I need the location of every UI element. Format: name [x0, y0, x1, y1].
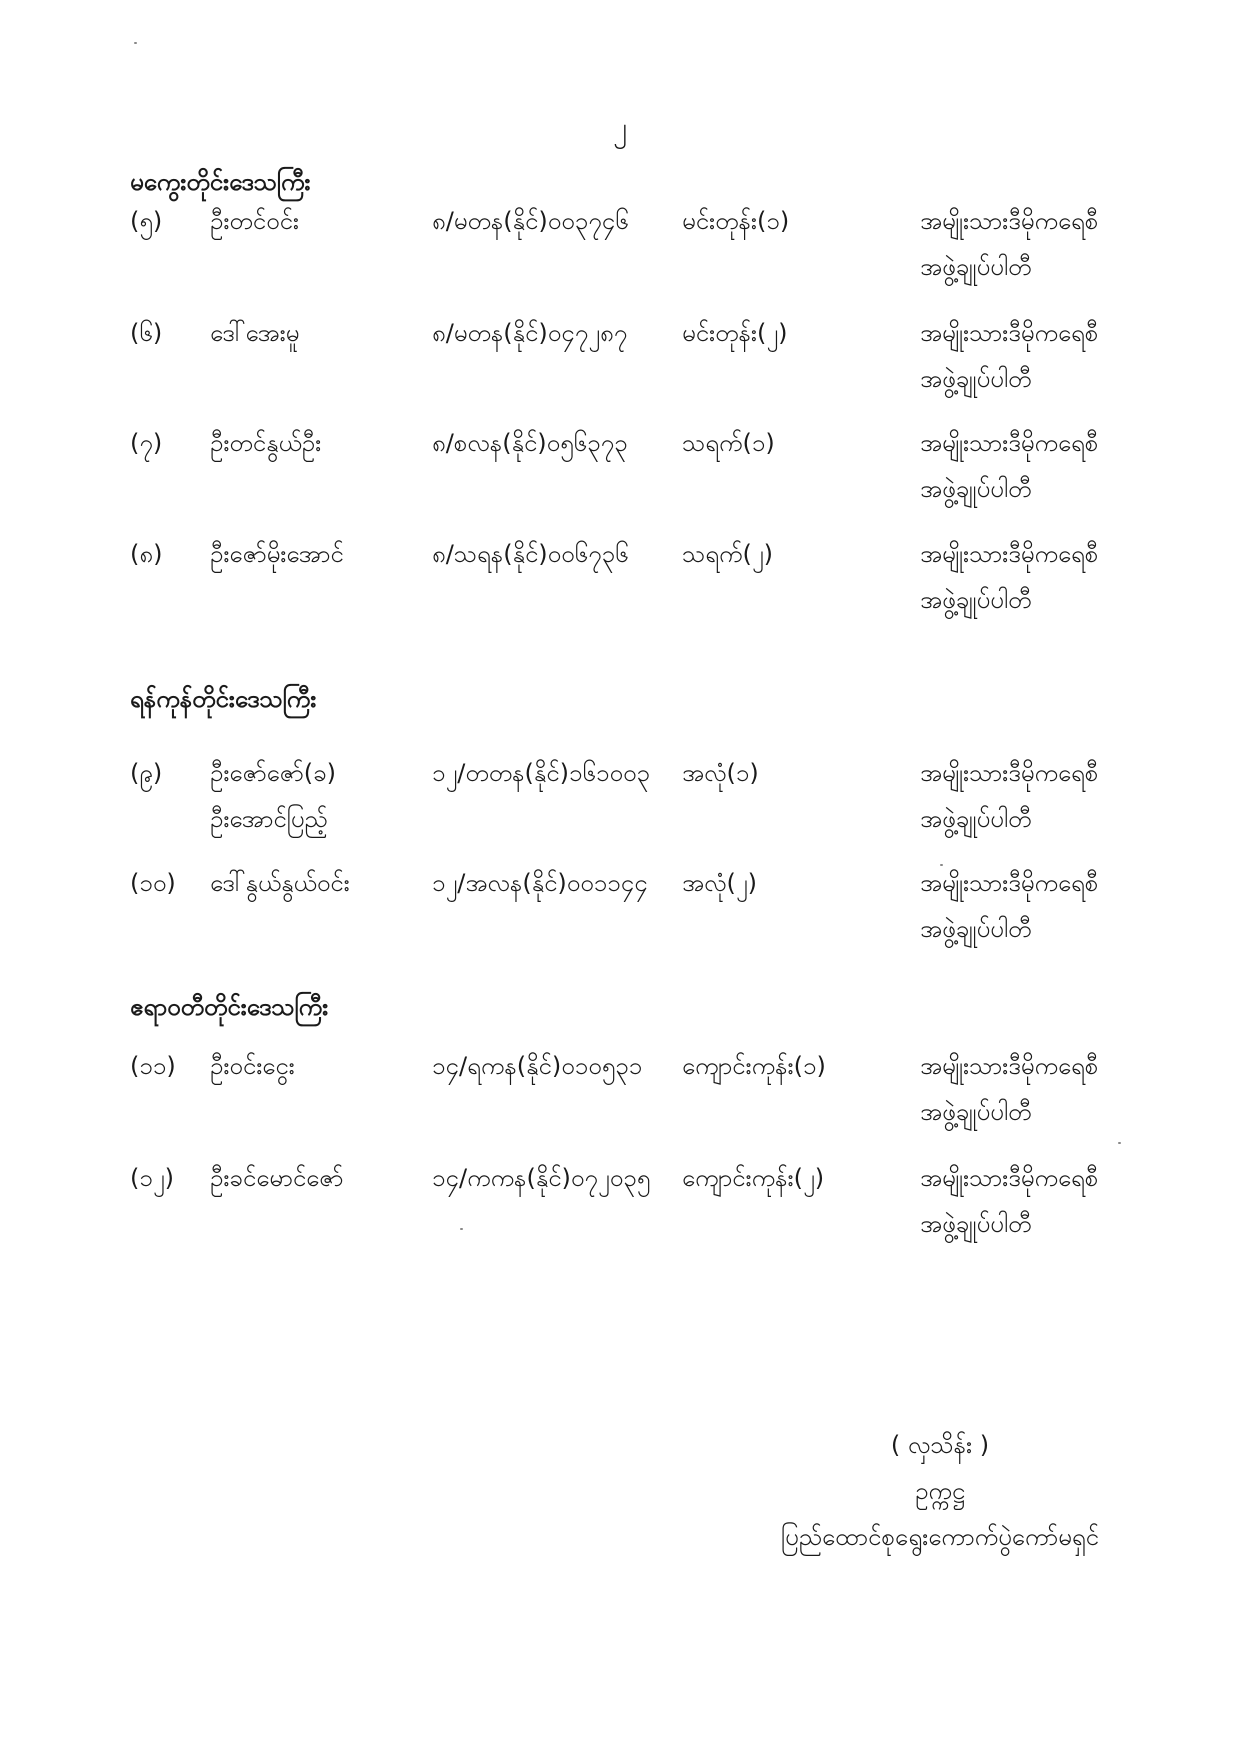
constituency: အလုံ(၁) — [682, 759, 759, 787]
party-line-2: အဖွဲ့ချုပ်ပါတီ — [920, 475, 1032, 503]
constituency: သရက်(၁) — [682, 429, 775, 457]
nrc-number: ၈/မတန(နိုင်)၀၄၇၂၈၇ — [432, 319, 628, 347]
nrc-number: ၈/မတန(နိုင်)၀၀၃၇၄၆ — [432, 207, 629, 235]
row-number: (၈) — [130, 540, 163, 568]
row-number: (၁၁) — [130, 1052, 176, 1080]
constituency: သရက်(၂) — [682, 540, 773, 568]
candidate-name: ဦးခင်မောင်ဇော် — [210, 1164, 344, 1192]
party-line-2: အဖွဲ့ချုပ်ပါတီ — [920, 586, 1032, 614]
candidate-name: ဦးဇော်မိုးအောင် — [210, 540, 344, 568]
candidate-name-alias: ဦးအောင်ပြည့် — [210, 805, 328, 833]
table-row — [0, 198, 1240, 294]
nrc-number: ၁၄/ကကန(နိုင်)၀၇၂၀၃၅ — [432, 1164, 651, 1192]
section-title-ayeyarwady: ဧရာဝတီတိုင်းဒေသကြီး — [130, 993, 329, 1021]
candidate-name: ဦးဇော်ဇော်(ခ) — [210, 759, 336, 787]
scan-speck — [134, 42, 137, 44]
candidate-name: ဦးတင်နွယ်ဦး — [210, 429, 322, 457]
signatory-title: ဥက္ကဋ္ဌ — [915, 1477, 965, 1505]
signatory-organization: ပြည်ထောင်စုရွေးကောက်ပွဲကော်မရှင် — [781, 1523, 1099, 1551]
signatory-name: ( လှသိန်း ) — [890, 1431, 990, 1459]
signature-block — [730, 1422, 1150, 1560]
constituency: ကျောင်းကုန်း(၂) — [682, 1164, 825, 1192]
row-number: (၇) — [130, 429, 163, 457]
candidate-name: ဒေါ်နွယ်နွယ်ဝင်း — [210, 869, 350, 897]
nrc-number: ၈/သရန(နိုင်)၀၀၆၇၃၆ — [432, 540, 629, 568]
nrc-number: ၈/စလန(နိုင်)၀၅၆၃၇၃ — [432, 429, 628, 457]
constituency: အလုံ(၂) — [682, 869, 758, 897]
constituency: မင်းတုန်း(၁) — [682, 207, 790, 235]
table-row — [0, 1155, 1240, 1251]
party-line-1: အမျိုးသားဒီမိုကရေစီ — [920, 540, 1099, 568]
row-number: (၆) — [130, 319, 163, 347]
scan-speck — [460, 1228, 463, 1230]
candidate-name: ဒေါ်အေးမူ — [210, 319, 300, 347]
scan-speck — [940, 864, 943, 866]
party-line-1: အမျိုးသားဒီမိုကရေစီ — [920, 207, 1099, 235]
constituency: မင်းတုန်း(၂) — [682, 319, 788, 347]
row-number: (၁၀) — [130, 869, 176, 897]
party-line-2: အဖွဲ့ချုပ်ပါတီ — [920, 805, 1032, 833]
page-number: ၂ — [613, 111, 627, 144]
party-line-2: အဖွဲ့ချုပ်ပါတီ — [920, 1210, 1032, 1238]
party-line-1: အမျိုးသားဒီမိုကရေစီ — [920, 319, 1099, 347]
row-number: (၉) — [130, 759, 163, 787]
table-row — [0, 531, 1240, 627]
scan-speck — [1118, 1142, 1121, 1144]
table-row — [0, 1043, 1240, 1139]
candidate-name: ဦးတင်ဝင်း — [210, 207, 299, 235]
party-line-2: အဖွဲ့ချုပ်ပါတီ — [920, 1098, 1032, 1126]
section-title-yangon: ရန်ကုန်တိုင်းဒေသကြီး — [130, 685, 317, 713]
nrc-number: ၁၂/အလန(နိုင်)၀၀၁၁၄၄ — [432, 869, 648, 897]
party-line-1: အမျိုးသားဒီမိုကရေစီ — [920, 429, 1099, 457]
party-line-1: အမျိုးသားဒီမိုကရေစီ — [920, 759, 1099, 787]
party-line-2: အဖွဲ့ချုပ်ပါတီ — [920, 253, 1032, 281]
section-title-magway: မကွေးတိုင်းဒေသကြီး — [130, 168, 311, 196]
row-number: (၅) — [130, 207, 163, 235]
nrc-number: ၁၂/တတန(နိုင်)၁၆၁၀၀၃ — [432, 759, 650, 787]
table-row — [0, 750, 1240, 846]
party-line-1: အမျိုးသားဒီမိုကရေစီ — [920, 869, 1099, 897]
nrc-number: ၁၄/ရကန(နိုင်)၀၁၀၅၃၁ — [432, 1052, 643, 1080]
table-row — [0, 310, 1240, 406]
party-line-2: အဖွဲ့ချုပ်ပါတီ — [920, 915, 1032, 943]
table-row — [0, 420, 1240, 516]
party-line-1: အမျိုးသားဒီမိုကရေစီ — [920, 1164, 1099, 1192]
party-line-1: အမျိုးသားဒီမိုကရေစီ — [920, 1052, 1099, 1080]
row-number: (၁၂) — [130, 1164, 175, 1192]
constituency: ကျောင်းကုန်း(၁) — [682, 1052, 826, 1080]
candidate-name: ဦးဝင်းငွေး — [210, 1052, 295, 1080]
party-line-2: အဖွဲ့ချုပ်ပါတီ — [920, 365, 1032, 393]
table-row — [0, 860, 1240, 956]
